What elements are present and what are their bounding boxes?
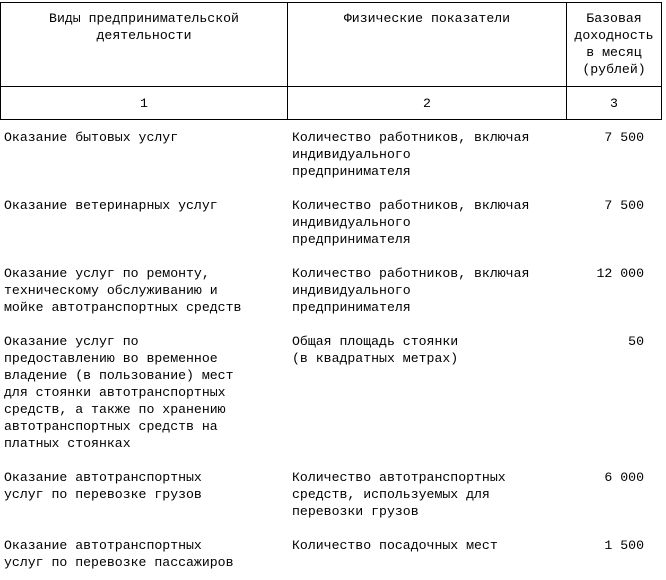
income-cell: 7 500	[604, 130, 644, 145]
income-cell: 1 500	[604, 538, 644, 553]
indicator-cell: Количество работников, включая индивидуального предпринимателя	[292, 130, 530, 179]
indicator-cell: Количество работников, включая индивидуального предпринимателя	[292, 266, 530, 315]
header-physical-indicators: Физические показатели	[343, 11, 511, 26]
activity-cell: Оказание бытовых услуг	[4, 130, 179, 145]
header-number-3: 3	[610, 96, 618, 111]
activity-cell: Оказание автотранспортных услуг по перевозке грузов	[4, 470, 202, 502]
header-right-border	[661, 2, 662, 120]
indicator-cell: Количество автотранспортных средств, используемых для перевозки грузов	[292, 470, 506, 519]
activity-cell: Оказание услуг по ремонту, техническому обслуживанию и мойке автотранспортных средств	[4, 266, 242, 315]
header-bottom-border	[0, 119, 662, 120]
indicator-cell: Количество посадочных мест	[292, 538, 498, 553]
activity-cell: Оказание услуг по предоставлению во временное владение (в пользование) мест для стоянки автотранспортных средств, а также по хранению автотранспортных средств на платных стоянках	[4, 334, 234, 451]
activity-cell: Оказание автотранспортных услуг по перевозке пассажиров	[4, 538, 234, 570]
income-cell: 7 500	[604, 198, 644, 213]
header-activity-type: Виды предпринимательской деятельности	[49, 11, 239, 43]
header-base-income: Базовая доходность в месяц (рублей)	[574, 11, 654, 77]
header-middle-border	[0, 86, 662, 87]
indicator-cell: Количество работников, включая индивидуального предпринимателя	[292, 198, 530, 247]
header-number-1: 1	[140, 96, 148, 111]
income-cell: 50	[628, 334, 644, 349]
header-top-border	[0, 2, 662, 3]
activity-cell: Оказание ветеринарных услуг	[4, 198, 218, 213]
indicator-cell: Общая площадь стоянки (в квадратных метрах)	[292, 334, 459, 366]
income-cell: 12 000	[596, 266, 644, 281]
income-cell: 6 000	[604, 470, 644, 485]
header-number-2: 2	[423, 96, 431, 111]
